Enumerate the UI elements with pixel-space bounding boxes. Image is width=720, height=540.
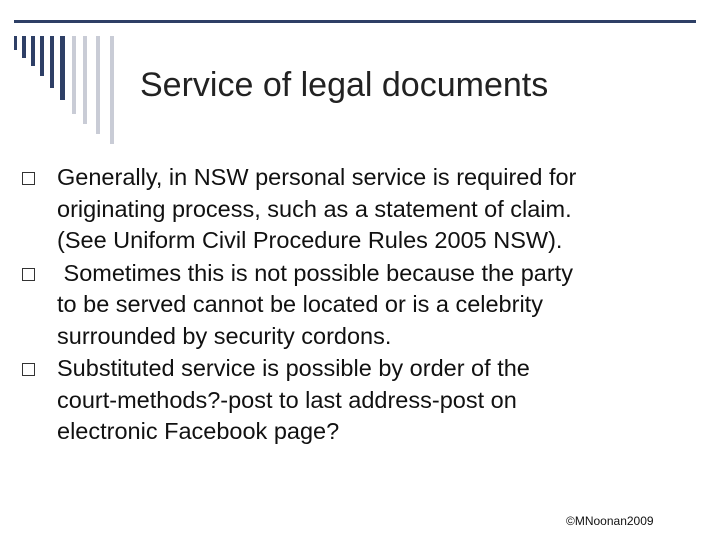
bullet-item (22, 162, 692, 257)
top-rule-divider (14, 20, 696, 23)
bullet-line: to be served cannot be located or is a celebrity (57, 291, 543, 317)
bar (83, 36, 87, 124)
bullet-line: surrounded by security cordons. (57, 322, 392, 349)
bar (40, 36, 44, 76)
bar (72, 36, 76, 114)
bullet-line: originating process, such as a statement of claim. (57, 195, 572, 222)
bar (31, 36, 35, 66)
bar (22, 36, 26, 58)
bar (14, 36, 17, 50)
bullet-list (22, 162, 692, 449)
bar (96, 36, 100, 134)
bar (60, 36, 65, 100)
bar (50, 36, 54, 88)
bar (110, 36, 114, 144)
bullet-line: court-methods?-post to last address-post on (57, 386, 517, 413)
bullet-item (22, 258, 692, 353)
copyright-footer: ©MNoonan2009 (566, 514, 654, 528)
checkbox-icon (22, 172, 35, 185)
bullet-line: electronic Facebook page? (57, 418, 340, 444)
bullet-line: (See Uniform Civil Procedure Rules 2005 NSW). (57, 227, 563, 253)
checkbox-icon (22, 363, 35, 376)
bullet-item (22, 353, 692, 448)
bullet-line: Sometimes this is not possible because the party (57, 259, 573, 286)
decorative-bars (14, 36, 124, 146)
checkbox-icon (22, 268, 35, 281)
bullet-line: Substituted service is possible by order of the (57, 355, 530, 381)
bullet-line: Generally, in NSW personal service is required for (57, 164, 577, 190)
slide-title: Service of legal documents (140, 66, 549, 104)
